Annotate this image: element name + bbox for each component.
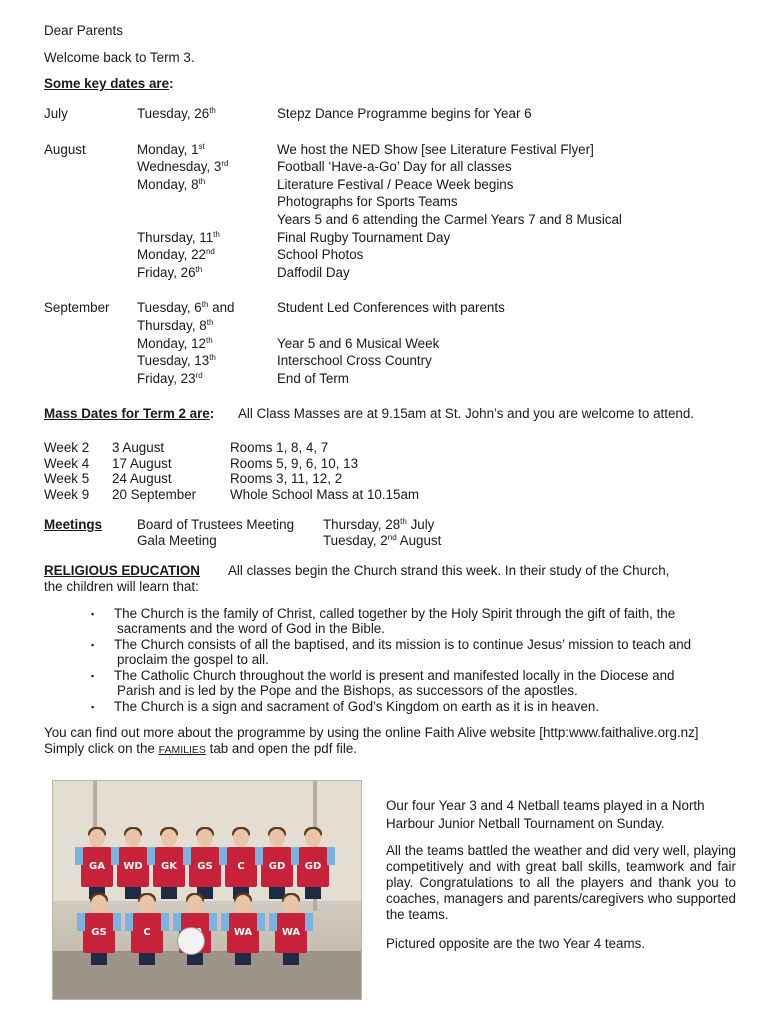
- month-august: August: [44, 142, 86, 157]
- month-september: September: [44, 300, 110, 315]
- bullet-text-cont: sacraments and the word of God in the Bible.: [117, 621, 385, 636]
- player-bib: WD: [117, 847, 149, 887]
- bullet-text: The Church is the family of Christ, called together by the Holy Spirit through the gift of faith, the: [114, 606, 676, 621]
- event-august-8: Literature Festival / Peace Week begins: [277, 177, 514, 192]
- netball-paragraph-3: Pictured opposite are the two Year 4 teams.: [386, 936, 646, 951]
- date-august-11: Thursday, 11th: [137, 230, 220, 245]
- mass-date: 3 August: [112, 440, 165, 455]
- date-september-13: Tuesday, 13th: [137, 353, 216, 368]
- bullet-text: The Church consists of all the baptised, and its mission is to continue Jesus’ mission to teach and: [114, 637, 692, 652]
- greeting: Dear Parents: [44, 23, 123, 38]
- bullet-icon: ▪: [91, 609, 95, 619]
- mass-rooms: Whole School Mass at 10.15am: [230, 487, 420, 502]
- date-august-8: Monday, 8th: [137, 177, 206, 192]
- event-august-photos: Photographs for Sports Teams: [277, 194, 458, 209]
- netball-icon: [177, 927, 205, 955]
- player-bib: GD: [297, 847, 329, 887]
- player-bib: GS: [189, 847, 221, 887]
- religious-education-heading: RELIGIOUS EDUCATION: [44, 563, 200, 578]
- date-september-8: Thursday, 8th: [137, 318, 214, 333]
- mass-date: 20 September: [112, 487, 197, 502]
- religious-intro: All classes begin the Church strand this week. In their study of the Church,: [228, 563, 670, 578]
- key-dates-heading: Some key dates are:: [44, 76, 174, 91]
- player-bib: WA: [227, 913, 259, 953]
- event-september-12: Year 5 and 6 Musical Week: [277, 336, 440, 351]
- welcome-text: Welcome back to Term 3.: [44, 50, 195, 65]
- event-july: Stepz Dance Programme begins for Year 6: [277, 106, 532, 121]
- event-august-3: Football ‘Have-a-Go’ Day for all classes: [277, 159, 512, 174]
- event-september-13: Interschool Cross Country: [277, 353, 432, 368]
- families-link[interactable]: FAMILIES: [158, 744, 206, 756]
- netball-team-photo: [52, 780, 362, 1000]
- families-instruction: Simply click on the FAMILIES tab and open the pdf file.: [44, 741, 358, 756]
- faith-alive-line: You can find out more about the programme by using the online Faith Alive website [http:www.faithalive.org.nz]: [44, 725, 699, 740]
- meeting-name: Gala Meeting: [137, 533, 217, 548]
- mass-rooms: Rooms 5, 9, 6, 10, 13: [230, 456, 359, 471]
- bullet-icon: ▪: [91, 702, 95, 712]
- date-september-12: Monday, 12th: [137, 336, 213, 351]
- player-bib: C: [131, 913, 163, 953]
- event-september-6: Student Led Conferences with parents: [277, 300, 505, 315]
- mass-week: Week 4: [44, 456, 90, 471]
- date-august-22: Monday, 22nd: [137, 247, 215, 262]
- date-august-3: Wednesday, 3rd: [137, 159, 229, 174]
- meeting-name: Board of Trustees Meeting: [137, 517, 295, 532]
- bullet-icon: ▪: [91, 640, 95, 650]
- event-august-musical: Years 5 and 6 attending the Carmel Years 7 and 8 Musical: [277, 212, 622, 227]
- event-september-23: End of Term: [277, 371, 349, 386]
- meeting-date: Thursday, 28th July: [323, 517, 435, 532]
- date-september-23: Friday, 23rd: [137, 371, 203, 386]
- netball-paragraph-1: Our four Year 3 and 4 Netball teams played in a North Harbour Junior Netball Tournament on Sunday.: [386, 798, 705, 831]
- mass-rooms: Rooms 1, 8, 4, 7: [230, 440, 329, 455]
- date-august-1: Monday, 1st: [137, 142, 205, 157]
- mass-date: 17 August: [112, 456, 172, 471]
- netball-paragraph-2: All the teams battled the weather and did very well, playing competitively and with great ball skills, teamwork and fair play. Congratulations to all the players and thank you to coaches, managers and parents/caregivers who supported the teams.: [386, 843, 736, 922]
- player-bib: WA: [275, 913, 307, 953]
- religious-intro-cont: the children will learn that:: [44, 579, 199, 594]
- meeting-date: Tuesday, 2nd August: [323, 533, 442, 548]
- player-bib: C: [225, 847, 257, 887]
- bullet-text: The Church is a sign and sacrament of God’s Kingdom on earth as it is in heaven.: [114, 699, 600, 714]
- event-august-1: We host the NED Show [see Literature Festival Flyer]: [277, 142, 594, 157]
- mass-week: Week 2: [44, 440, 90, 455]
- mass-rooms: Rooms 3, 11, 12, 2: [230, 471, 343, 486]
- mass-week: Week 5: [44, 471, 90, 486]
- bullet-icon: ▪: [91, 671, 95, 681]
- bullet-text-cont: Parish and is led by the Pope and the Bishops, as successors of the apostles.: [117, 683, 578, 698]
- mass-dates-heading: Mass Dates for Term 2 are:: [44, 406, 215, 421]
- date-august-26: Friday, 26th: [137, 265, 203, 280]
- month-july: July: [44, 106, 68, 121]
- date-september-6: Tuesday, 6th and: [137, 300, 235, 315]
- event-august-11: Final Rugby Tournament Day: [277, 230, 451, 245]
- player-bib: GK: [153, 847, 185, 887]
- bullet-text: The Catholic Church throughout the world is present and manifested locally in the Diocese and: [114, 668, 675, 683]
- mass-date: 24 August: [112, 471, 172, 486]
- player-bib: GD: [261, 847, 293, 887]
- mass-note: All Class Masses are at 9.15am at St. John’s and you are welcome to attend.: [238, 406, 695, 421]
- event-august-26: Daffodil Day: [277, 265, 350, 280]
- player-bib: GS: [83, 913, 115, 953]
- player-bib: GA: [81, 847, 113, 887]
- meetings-heading: Meetings: [44, 517, 103, 532]
- event-august-22: School Photos: [277, 247, 364, 262]
- bullet-text-cont: proclaim the gospel to all.: [117, 652, 269, 667]
- mass-week: Week 9: [44, 487, 90, 502]
- date-july: Tuesday, 26th: [137, 106, 216, 121]
